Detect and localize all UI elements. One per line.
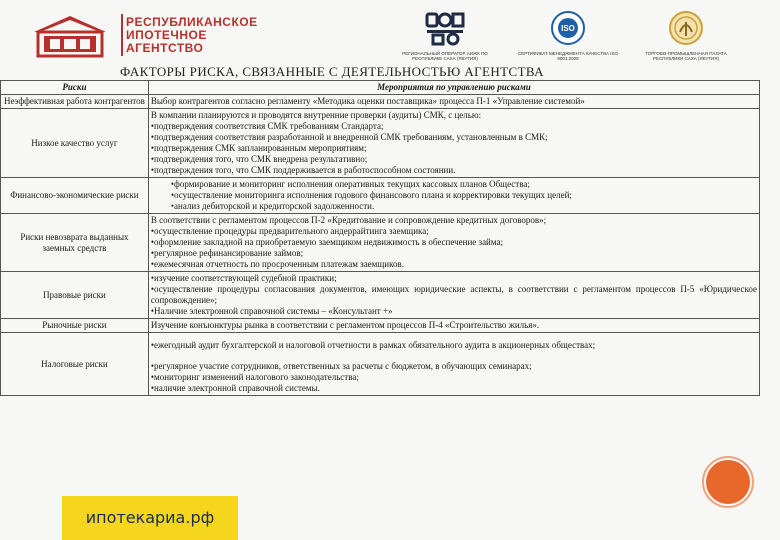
risk-name: Финансово-экономические риски xyxy=(1,178,149,214)
risk-measures xyxy=(148,95,759,109)
partner-chamber xyxy=(636,10,736,62)
risk-name: Низкое качество услуг xyxy=(1,109,149,178)
website-link[interactable]: ипотекариа.рф xyxy=(62,496,238,540)
risk-measures xyxy=(148,214,759,272)
measure-item: •наличие электронной справочной системы. xyxy=(150,383,320,393)
table-row xyxy=(1,319,760,333)
measure-item: Выбор контрагентов согласно регламенту «Методика оценки поставщика» процесса П-1 «Управление системой» xyxy=(150,96,585,106)
measure-item: •осуществление мониторинга исполнения годового финансового плана и корректировки текущих целей; xyxy=(170,190,572,200)
measure-item: •Наличие электронной справочной системы – «Консультант +» xyxy=(150,306,393,316)
risk-name: Рыночные риски xyxy=(1,319,149,333)
measure-item: В компании планируются и проводятся внутренние проверки (аудиты) СМК, с целью: xyxy=(150,110,482,120)
org-name-line: ИПОТЕЧНОЕ xyxy=(126,28,207,42)
risk-measures xyxy=(148,272,759,319)
table-row xyxy=(1,272,760,319)
svg-text:ISO: ISO xyxy=(561,24,575,33)
measure-item: •формирование и мониторинг исполнения оперативных текущих кассовых планов Общества; xyxy=(170,179,530,189)
measure-item: •подтверждения СМК запланированным мероприятиям; xyxy=(150,143,367,153)
measure-item: •ежегодный аудит бухгалтерской и налоговой отчетности в рамках обязательного аудита в акционерных обществах; xyxy=(150,340,596,350)
chamber-of-commerce-icon xyxy=(636,10,736,48)
risk-measures xyxy=(148,319,759,333)
risk-measures xyxy=(148,333,759,396)
measure-item: •регулярное рефинансирование займов; xyxy=(150,248,304,258)
measure-item: •подтверждения соответствия разработанной и внедренной СМК требованиям, установленным в СМК; xyxy=(150,132,548,142)
org-name xyxy=(126,16,258,55)
measure-item: •регулярное участие сотрудников, ответственных за расчеты с бюджетом, в обучающих семинарах; xyxy=(150,361,532,371)
risk-measures xyxy=(148,178,759,214)
risk-measures xyxy=(148,109,759,178)
dom-rf-logo-icon xyxy=(400,10,490,48)
decorative-circle xyxy=(706,460,750,504)
measure-item: •изучение соответствующей судебной практики; xyxy=(150,273,337,283)
measure-item: •подтверждения соответствия СМК требованиям Стандарта; xyxy=(150,121,384,131)
table-header-row xyxy=(1,81,760,95)
header-measures: Мероприятия по управлению рисками xyxy=(148,81,759,95)
measure-item: •подтверждения того, что СМК внедрена результативно; xyxy=(150,154,368,164)
partner-caption: СЕРТИФИКАТ МЕНЕДЖМЕНТА КАЧЕСТВА ISO 9001:2008 xyxy=(518,50,618,61)
logo-divider xyxy=(121,14,123,56)
partner-dom-rf xyxy=(400,10,490,62)
header-risks: Риски xyxy=(1,81,149,95)
risk-name: Правовые риски xyxy=(1,272,149,319)
measure-item: •подтверждения того, что СМК поддерживается в работоспособном состоянии. xyxy=(150,165,456,175)
org-name-line: РЕСПУБЛИКАНСКОЕ xyxy=(126,15,258,29)
table-row xyxy=(1,333,760,396)
partner-caption: ТОРГОВО-ПРОМЫШЛЕННАЯ ПАЛАТА РЕСПУБЛИКИ САХА (ЯКУТИЯ) xyxy=(645,50,727,61)
risk-table xyxy=(0,80,760,396)
table-row xyxy=(1,109,760,178)
measure-item: •осуществление процедуры предварительного андеррайтинга заемщика; xyxy=(150,226,429,236)
risk-name: Риски невозврата выданных заемных средств xyxy=(1,214,149,272)
iso-certificate-icon xyxy=(518,10,618,48)
measure-item: •ежемесячная отчетность по просроченным платежам заемщиков. xyxy=(150,259,405,269)
partner-iso xyxy=(518,10,618,62)
table-row xyxy=(1,214,760,272)
measure-item: Изучение конъюнктуры рынка в соответствии с регламентом процессов П-4 «Строительство жилья». xyxy=(150,320,540,330)
measure-item: •оформление закладной на приобретаемую заемщиком недвижимость в обеспечение займа; xyxy=(150,237,504,247)
measure-item: В соответствии с регламентом процессов П-2 «Кредитование и сопровождение кредитных договоров»; xyxy=(150,215,547,225)
risk-name: Неэффективная работа контрагентов xyxy=(1,95,149,109)
measure-item: •мониторинг изменений налогового законодательства; xyxy=(150,372,359,382)
partner-caption: РЕГИОНАЛЬНЫЙ ОПЕРАТОР АИЖК ПО РЕСПУБЛИКЕ САХА (ЯКУТИЯ) xyxy=(402,50,488,61)
agency-logo xyxy=(30,14,110,58)
org-name-line: АГЕНТСТВО xyxy=(126,41,204,55)
measure-item: •осуществление процедуры согласования документов, имеющих юридические аспекты, в соответствии с регламентом процессов П-5 «Юридическое сопровождение»; xyxy=(150,284,757,305)
table-row xyxy=(1,178,760,214)
risk-name: Налоговые риски xyxy=(1,333,149,396)
measure-item: •анализ дебиторской и кредиторской задолженности. xyxy=(170,201,375,211)
table-row xyxy=(1,95,760,109)
header xyxy=(0,0,780,70)
page-title: ФАКТОРЫ РИСКА, СВЯЗАННЫЕ С ДЕЯТЕЛЬНОСТЬЮ АГЕНТСТВА xyxy=(120,64,544,79)
